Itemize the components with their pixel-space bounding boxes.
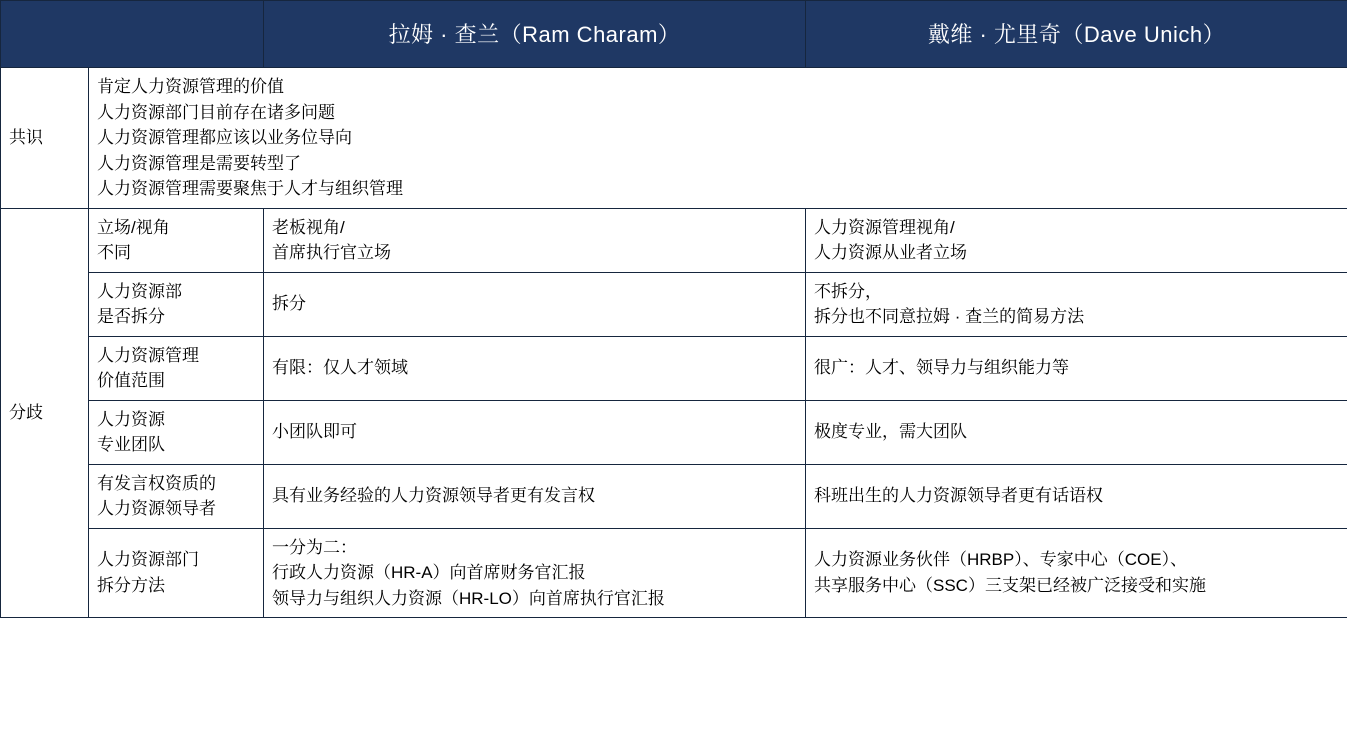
ram-line: 小团队即可 [272, 422, 357, 442]
table-header-row [1, 1, 1347, 68]
header-blank-cell [1, 1, 264, 68]
ram-line: 有限：仅人才领域 [272, 358, 408, 378]
header-dave-unich: 戴维 · 尤里奇（Dave Unich） [806, 1, 1347, 68]
dave-line: 人力资源业务伙伴（HRBP）、专家中心（COE）、 [814, 550, 1188, 570]
dimension-line: 立场/视角 [97, 217, 170, 237]
dave-line: 共享服务中心（SSC）三支架已经被广泛接受和实施 [814, 575, 1206, 595]
dave-line: 拆分也不同意拉姆 · 查兰的简易方法 [814, 307, 1085, 326]
dimension-line: 人力资源部门 [97, 550, 199, 570]
consensus-line: 人力资源管理需要聚焦于人才与组织管理 [97, 179, 403, 198]
ram-line: 具有业务经验的人力资源领导者更有发言权 [272, 486, 595, 506]
dimension-cell [89, 528, 264, 618]
ram-line: 一分为二： [272, 537, 357, 557]
dimension-line: 专业团队 [97, 435, 165, 454]
dimension-line: 不同 [97, 243, 131, 262]
consensus-line: 肯定人力资源管理的价值 [97, 77, 284, 96]
dave-cell [806, 208, 1347, 272]
dimension-cell [89, 464, 264, 528]
dimension-line: 是否拆分 [97, 307, 165, 326]
dave-cell [806, 400, 1347, 464]
table-row [1, 272, 1347, 336]
ram-line: 老板视角/ [272, 217, 345, 237]
dave-line: 极度专业，需大团队 [814, 422, 967, 442]
dimension-line: 人力资源领导者 [97, 499, 216, 518]
dave-cell [806, 528, 1347, 618]
table-row [1, 528, 1347, 618]
ram-cell [264, 528, 806, 618]
dimension-line: 人力资源管理 [97, 345, 199, 365]
dimension-line: 有发言权资质的 [97, 473, 216, 493]
header-ram-charam: 拉姆 · 查兰（Ram Charam） [264, 1, 806, 68]
ram-cell [264, 208, 806, 272]
table-row [1, 208, 1347, 272]
divergence-label: 分歧 [1, 208, 89, 618]
dimension-cell [89, 208, 264, 272]
dave-cell [806, 464, 1347, 528]
table-row [1, 336, 1347, 400]
consensus-line: 人力资源管理都应该以业务位导向 [97, 128, 352, 147]
dimension-line: 人力资源 [97, 409, 165, 429]
consensus-label: 共识 [1, 68, 89, 209]
dave-line: 科班出生的人力资源领导者更有话语权 [814, 486, 1103, 506]
table-row [1, 464, 1347, 528]
consensus-line: 人力资源管理是需要转型了 [97, 153, 301, 173]
ram-cell [264, 400, 806, 464]
ram-line: 首席执行官立场 [272, 243, 391, 262]
dave-line: 很广：人才、领导力与组织能力等 [814, 358, 1069, 378]
dave-line: 不拆分， [814, 281, 882, 301]
dimension-line: 人力资源部 [97, 281, 182, 301]
dimension-line: 价值范围 [97, 371, 165, 390]
dimension-cell [89, 400, 264, 464]
ram-line: 拆分 [272, 294, 306, 314]
dave-cell [806, 272, 1347, 336]
ram-cell [264, 464, 806, 528]
dave-line: 人力资源从业者立场 [814, 243, 967, 262]
table-row [1, 400, 1347, 464]
dimension-line: 拆分方法 [97, 575, 165, 595]
consensus-content [89, 68, 1347, 209]
dimension-cell [89, 336, 264, 400]
ram-cell [264, 272, 806, 336]
consensus-line: 人力资源部门目前存在诸多问题 [97, 102, 335, 122]
dave-cell [806, 336, 1347, 400]
dave-line: 人力资源管理视角/ [814, 217, 955, 237]
consensus-row [1, 68, 1347, 209]
ram-cell [264, 336, 806, 400]
ram-line: 行政人力资源（HR-A）向首席财务官汇报 [272, 563, 586, 582]
dimension-cell [89, 272, 264, 336]
ram-line: 领导力与组织人力资源（HR-LO）向首席执行官汇报 [272, 588, 665, 608]
